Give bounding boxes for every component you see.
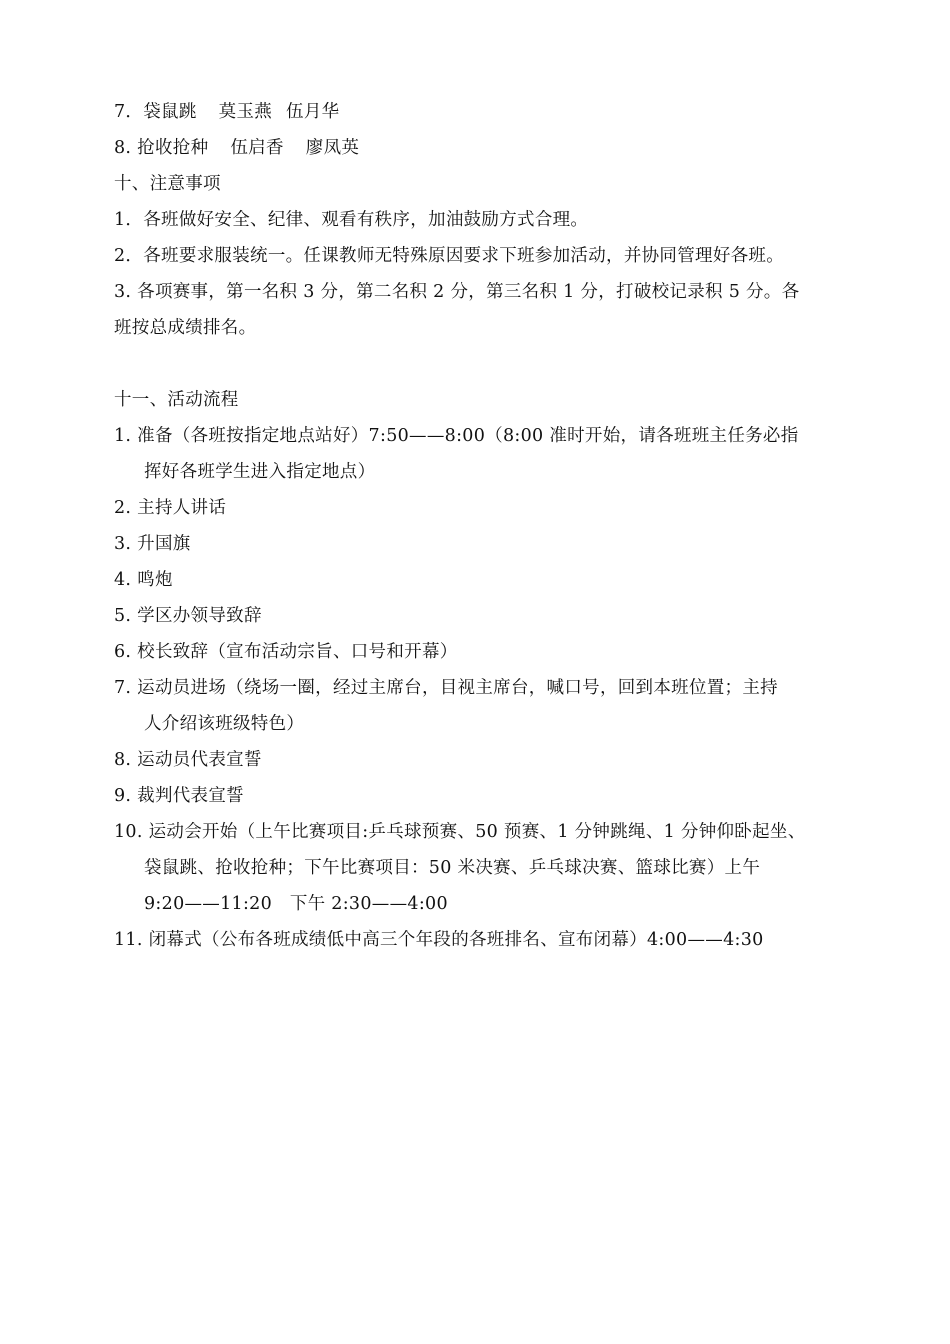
event-person: 伍月华	[286, 102, 340, 122]
event-person: 廖凤英	[305, 138, 360, 158]
process-item: 3. 升国旗	[114, 534, 191, 554]
process-item-continuation: 袋鼠跳、抢收抢种；下午比赛项目：50 米决赛、乒乓球决赛、篮球比赛）上午	[144, 858, 761, 878]
process-item: 8. 运动员代表宣誓	[114, 750, 262, 770]
process-item: 2. 主持人讲话	[114, 498, 227, 518]
notes-item: 2．各班要求服装统一。任课教师无特殊原因要求下班参加活动，并协同管理好各班。	[114, 246, 785, 266]
process-item: 11. 闭幕式（公布各班成绩低中高三个年段的各班排名、宣布闭幕）4:00——4:30	[114, 930, 764, 950]
process-item-continuation: 挥好各班学生进入指定地点）	[144, 462, 376, 482]
process-item: 7. 运动员进场（绕场一圈，经过主席台，目视主席台，喊口号，回到本班位置；主持	[114, 678, 778, 698]
process-item: 1. 准备（各班按指定地点站好）7:50——8:00（8:00 准时开始，请各班班主任务必指	[114, 426, 799, 446]
notes-item: 1．各班做好安全、纪律、观看有秩序，加油鼓励方式合理。	[114, 210, 589, 230]
notes-heading: 十、注意事项	[114, 174, 221, 194]
process-item-continuation: 人介绍该班级特色）	[144, 714, 305, 734]
notes-item-continuation: 班按总成绩排名。	[114, 318, 257, 338]
event-person: 莫玉燕	[218, 102, 273, 122]
event-number: 8.	[114, 138, 132, 158]
process-item: 10. 运动会开始（上午比赛项目:乒乓球预赛、50 预赛、1 分钟跳绳、1 分钟仰卧起坐、	[114, 822, 806, 842]
process-item: 9. 裁判代表宣誓	[114, 786, 244, 806]
notes-item: 3. 各项赛事，第一名积 3 分，第二名积 2 分，第三名积 1 分，打破校记录积 5 分。各	[114, 282, 800, 302]
event-number: 7．	[114, 102, 144, 122]
event-line-7	[114, 100, 339, 124]
event-person: 伍启香	[230, 138, 284, 158]
process-heading: 十一、活动流程	[114, 390, 239, 410]
event-line-8	[114, 136, 359, 160]
process-item: 6. 校长致辞（宣布活动宗旨、口号和开幕）	[114, 642, 458, 662]
process-item-continuation: 9:20——11:20 下午 2:30——4:00	[144, 894, 448, 914]
event-name: 袋鼠跳	[143, 102, 197, 122]
event-name: 抢收抢种	[137, 138, 209, 158]
process-item: 5. 学区办领导致辞	[114, 606, 262, 626]
process-item: 4. 鸣炮	[114, 570, 173, 590]
